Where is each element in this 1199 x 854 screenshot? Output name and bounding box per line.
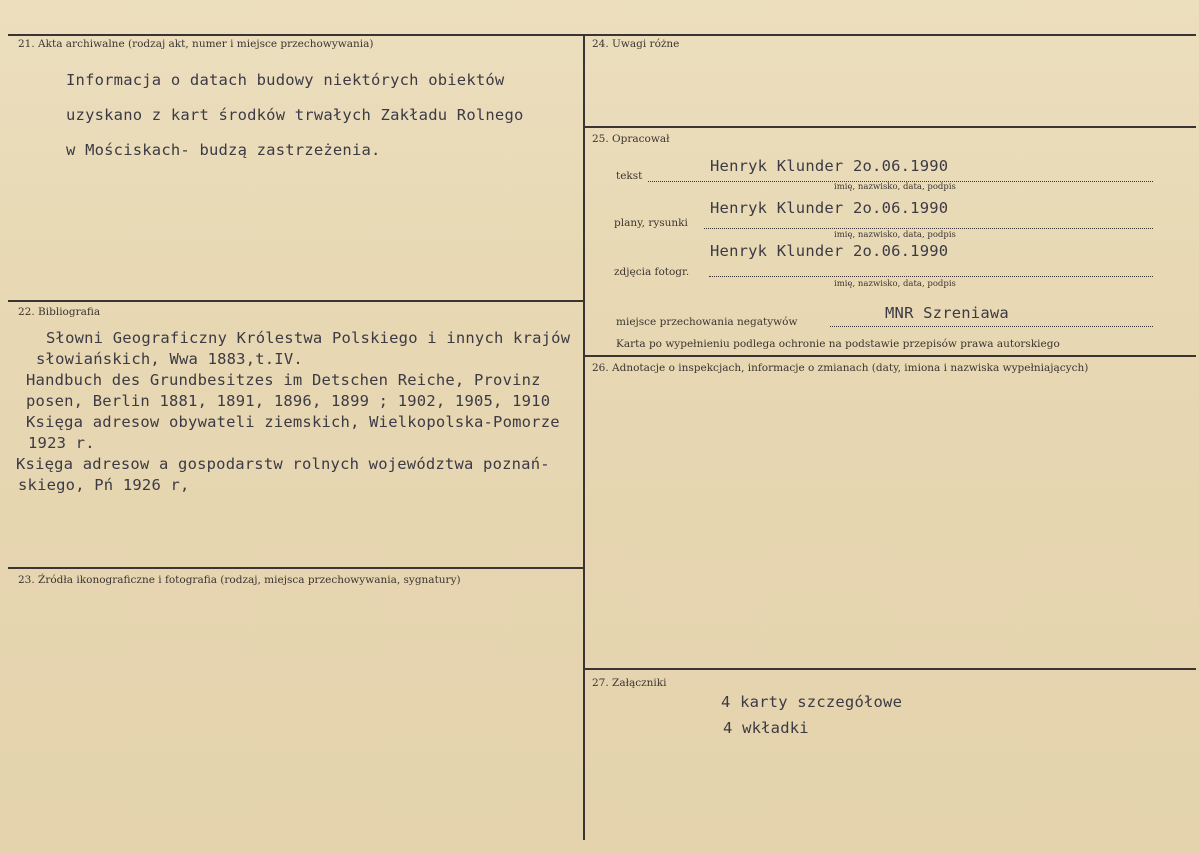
negatywy-label: miejsce przechowania negatywów [616, 316, 798, 328]
section-21-line-1: Informacja o datach budowy niektórych obiektów [66, 71, 505, 89]
section-24-label: 24. Uwagi różne [592, 38, 680, 50]
section-22-line-3: Handbuch des Grundbesitzes im Detschen Reiche, Provinz [26, 371, 541, 389]
divider-26-27 [585, 668, 1196, 670]
zdjecia-value: Henryk Klunder 2o.06.1990 [710, 242, 949, 260]
section-25-label: 25. Opracował [592, 133, 670, 145]
section-22-label: 22. Bibliografia [18, 306, 101, 318]
section-26-label: 26. Adnotacje o inspekcjach, informacje o zmianach (daty, imiona i nazwiska wypełniających) [592, 362, 1089, 374]
section-22-line-7: Księga adresow a gospodarstw rolnych województwa poznań- [16, 455, 550, 473]
column-divider [583, 34, 585, 840]
section-22-line-8: skiego, Pń 1926 r, [18, 476, 190, 494]
section-23-label: 23. Źródła ikonograficzne i fotografia (rodzaj, miejsca przechowywania, sygnatury) [18, 574, 461, 586]
plany-label: plany, rysunki [614, 217, 688, 229]
negatywy-line [830, 326, 1153, 327]
section-22-line-1: Słowni Geograficzny Królestwa Polskiego i innych krajów [46, 329, 571, 347]
negatywy-value: MNR Szreniawa [885, 304, 1009, 322]
attachment-item-2: 4 wkładki [723, 719, 809, 737]
plany-line [704, 228, 1153, 229]
section-21-line-2: uzyskano z kart środków trwałych Zakładu Rolnego [66, 106, 524, 124]
tekst-caption: imię, nazwisko, data, podpis [834, 182, 956, 192]
copyright-note: Karta po wypełnieniu podlega ochronie na podstawie przepisów prawa autorskiego [616, 338, 1060, 350]
section-21-line-3: w Mościskach- budzą zastrzeżenia. [66, 141, 381, 159]
plany-value: Henryk Klunder 2o.06.1990 [710, 199, 949, 217]
plany-caption: imię, nazwisko, data, podpis [834, 230, 956, 240]
section-21-label: 21. Akta archiwalne (rodzaj akt, numer i miejsce przechowywania) [18, 38, 374, 50]
tekst-value: Henryk Klunder 2o.06.1990 [710, 157, 949, 175]
divider-25-26 [585, 355, 1196, 357]
section-27-label: 27. Załączniki [592, 677, 667, 689]
zdjecia-label: zdjęcia fotogr. [614, 266, 690, 278]
attachment-item-1: 4 karty szczegółowe [721, 693, 903, 711]
zdjecia-line [709, 276, 1153, 277]
tekst-label: tekst [616, 170, 643, 182]
section-22-line-2: słowiańskich, Wwa 1883,t.IV. [36, 350, 303, 368]
section-22-line-4: posen, Berlin 1881, 1891, 1896, 1899 ; 1902, 1905, 1910 [26, 392, 551, 410]
section-22-line-5: Księga adresow obywateli ziemskich, Wielkopolska-Pomorze [26, 413, 560, 431]
zdjecia-caption: imię, nazwisko, data, podpis [834, 279, 956, 289]
section-22-line-6: 1923 r. [28, 434, 95, 452]
divider-21-22 [8, 300, 583, 302]
top-border [8, 34, 1196, 36]
divider-24-25 [585, 126, 1196, 128]
divider-22-23 [8, 567, 583, 569]
